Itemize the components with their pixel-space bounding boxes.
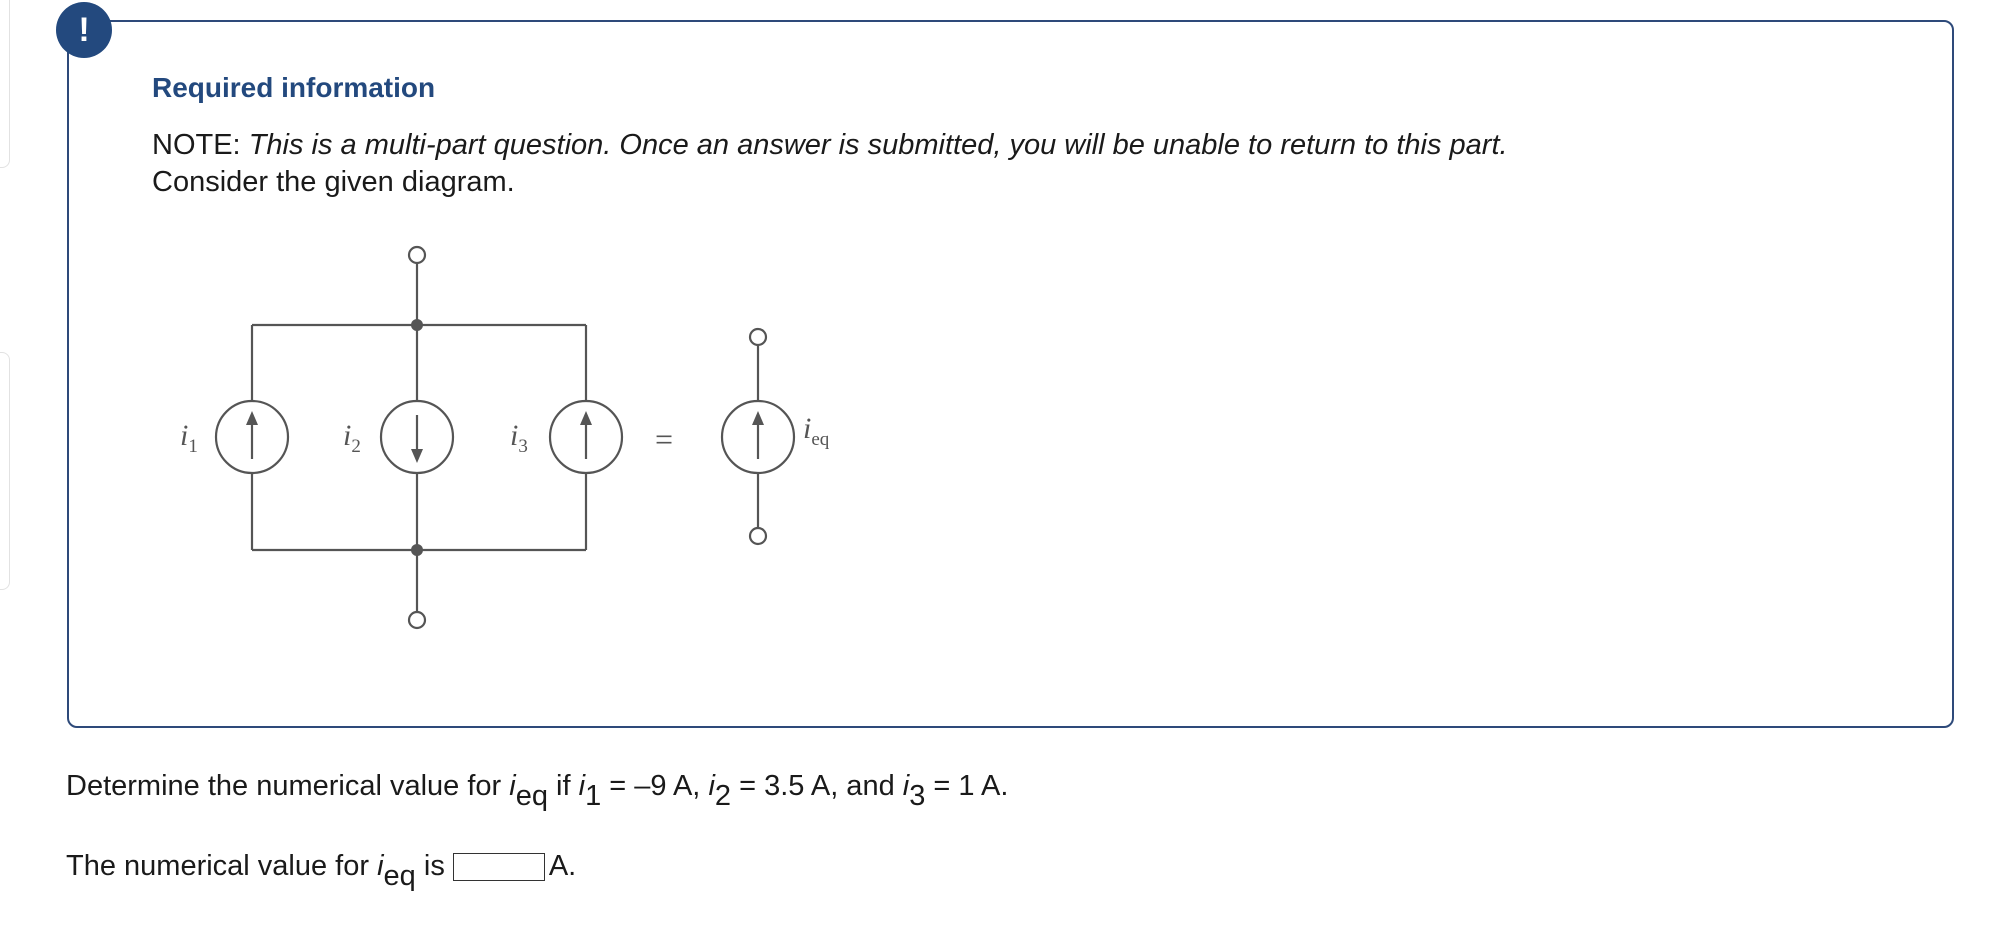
label-ieq: $i_{eq}$ — [803, 412, 830, 450]
current-source-i1 — [216, 401, 288, 473]
answer-input[interactable] — [453, 853, 545, 881]
current-source-i3 — [550, 401, 622, 473]
side-panel-fragment — [0, 352, 10, 590]
note-text — [152, 126, 1508, 164]
label-equals: = — [655, 421, 674, 457]
answer-row: The numerical value for $i_{eq}$ is A. — [66, 850, 577, 892]
answer-unit: A. — [548, 850, 577, 882]
note-prefix: NOTE: — [152, 129, 241, 161]
circuit-diagram — [170, 235, 870, 635]
alert-icon: ! — [56, 2, 112, 58]
label-i2: $i_2$ — [343, 419, 361, 457]
side-panel-fragment — [0, 0, 10, 168]
note-body: This is a multi-part question. Once an answer is submitted, you will be unable to return to this part. — [248, 129, 1508, 161]
consider-text: Consider the given diagram. — [152, 166, 515, 198]
required-information-title: Required information — [152, 72, 436, 103]
label-i1: $i_1$ — [180, 419, 198, 457]
current-source-i2 — [381, 401, 453, 473]
question-text: Determine the numerical value for $i_{eq}$ if $i_1 = -9$ A, $i_2 = 3.5$ A, and $i_3 = 1$ A. — [66, 770, 1009, 812]
label-i3: $i_3$ — [510, 419, 528, 457]
current-source-ieq — [722, 401, 794, 473]
